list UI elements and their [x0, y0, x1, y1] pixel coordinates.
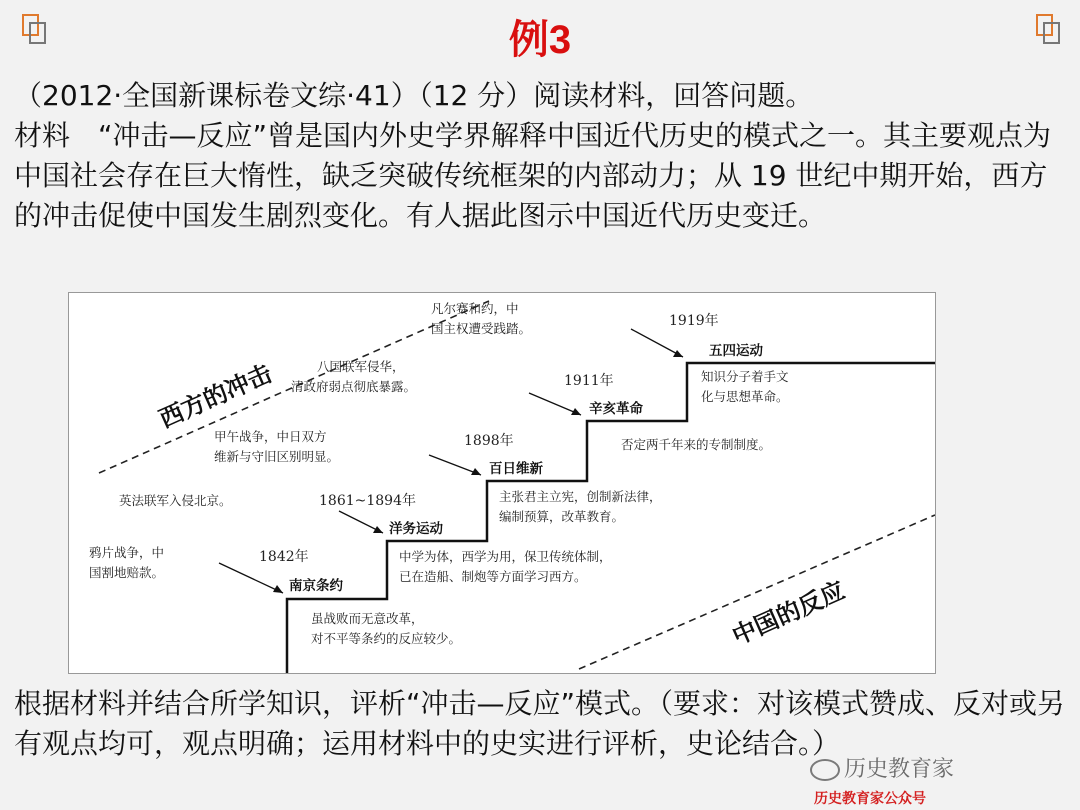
- arrow: [631, 329, 683, 357]
- stage-label: 五四运动: [709, 343, 763, 359]
- slide-title: 例3: [508, 18, 572, 62]
- west-impact-label: 西方的冲击: [155, 359, 277, 434]
- watermark: [810, 752, 954, 783]
- watermark-text: 历史教育家: [844, 757, 955, 782]
- year-label: 1898年: [464, 433, 514, 449]
- arrow: [219, 563, 283, 593]
- wechat-icon: [810, 759, 840, 781]
- year-label: 1842年: [259, 549, 309, 565]
- watermark-caption: 历史教育家公众号: [814, 791, 926, 807]
- response-text: 化与思想革命。: [701, 389, 789, 404]
- impact-text: 国割地赔款。: [89, 565, 165, 580]
- year-label: 1911年: [564, 373, 614, 389]
- impact-text: 凡尔赛和约，中: [431, 301, 519, 316]
- impact-text: 清政府弱点彻底暴露。: [291, 379, 417, 394]
- response-text: 已在造船、制炮等方面学习西方。: [399, 569, 587, 584]
- impact-text: 八国联军侵华，: [317, 359, 405, 374]
- impact-response-diagram: [68, 292, 936, 674]
- impact-text: 鸦片战争，中: [89, 545, 165, 560]
- response-text: 编制预算，改革教育。: [499, 509, 625, 524]
- impact-text: 甲午战争，中日双方: [214, 429, 327, 444]
- arrow-head: [373, 526, 383, 533]
- response-text: 对不平等条约的反应较少。: [311, 631, 462, 646]
- stage-label: 辛亥革命: [589, 401, 643, 417]
- stage-label: 洋务运动: [389, 521, 443, 537]
- china-dashed-line: [579, 515, 935, 669]
- impact-text: 国主权遭受践踏。: [431, 321, 532, 336]
- stage-label: 百日维新: [489, 461, 543, 477]
- response-text: 主张君主立宪，创制新法律，: [499, 489, 662, 504]
- stage-label: 南京条约: [289, 578, 343, 594]
- response-text: 虽战败而无意改革，: [311, 611, 424, 626]
- impact-text: 英法联军入侵北京。: [119, 493, 232, 508]
- year-label: 1861~1894年: [319, 493, 416, 509]
- response-text: 中学为体，西学为用，保卫传统体制，: [399, 549, 612, 564]
- year-label: 1919年: [669, 313, 719, 329]
- material-paragraph: 材料 “冲击—反应”曾是国内外史学界解释中国近代历史的模式之一。其主要观点为中国社会存在巨大惰性，缺乏突破传统框架的内部动力；从 19 世纪中期开始，西方的冲击促使中国发生剧烈变化。有人据此图示中国近代历史变迁。: [14, 119, 1052, 232]
- china-response-label: 中国的反应: [728, 576, 850, 651]
- arrow-head: [673, 350, 683, 357]
- response-text: 知识分子着手文: [701, 369, 789, 384]
- impact-text: 维新与守旧区别明显。: [214, 449, 340, 464]
- question-heading: （2012·全国新课标卷文综·41）（12 分）阅读材料，回答问题。: [14, 79, 814, 112]
- response-text: 否定两千年来的专制制度。: [621, 437, 772, 452]
- task-paragraph: 根据材料并结合所学知识，评析“冲击—反应”模式。（要求：对该模式赞成、反对或另有观点均可，观点明确；运用材料中的史实进行评析，史论结合。）: [14, 687, 1066, 760]
